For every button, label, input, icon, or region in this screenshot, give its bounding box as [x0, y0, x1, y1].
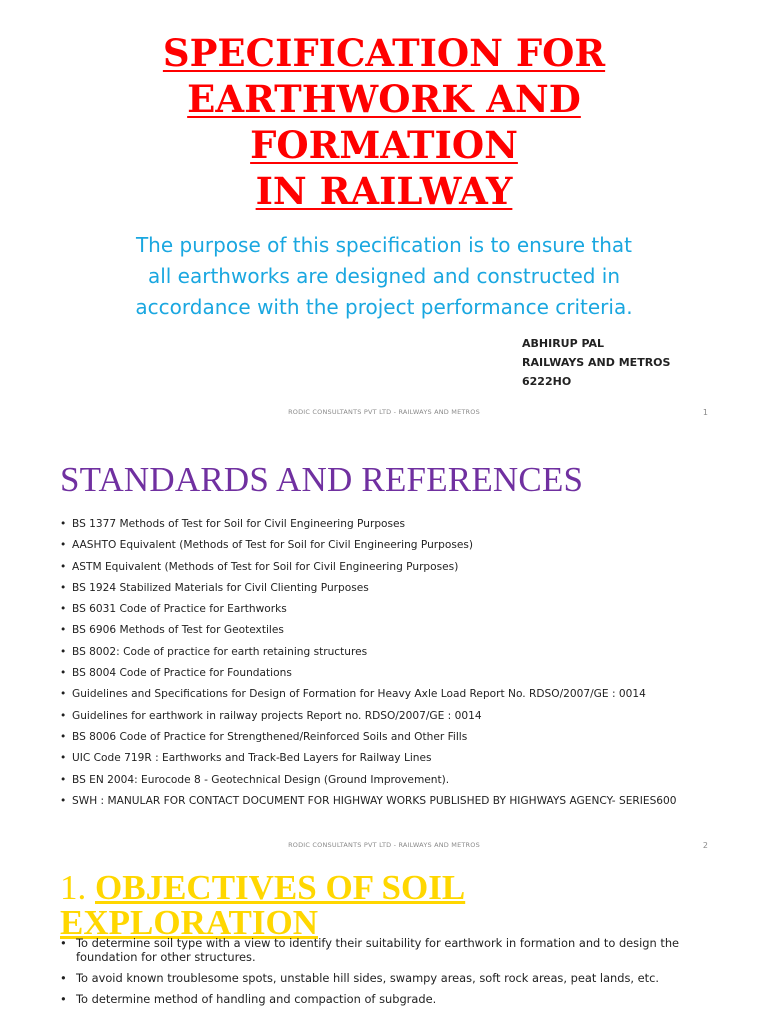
list-item: • To determine method of handling and compaction of subgrade.: [60, 992, 720, 1006]
slide-1: [0, 0, 768, 424]
author-department: RAILWAYS AND METROS: [522, 356, 671, 369]
section-title-line-1: OBJECTIVES OF SOIL: [95, 868, 466, 907]
list-item: • To determine soil type with a view to identify their suitability for earthwork in formation and to design the foundation for other structures.: [60, 936, 720, 964]
purpose-statement: [60, 230, 708, 323]
page-title: [0, 30, 768, 214]
page-number: 1: [702, 408, 708, 417]
list-item: • To avoid known troublesome spots, unstable hill sides, swampy areas, soft rock areas, peat lands, etc.: [60, 971, 720, 985]
list-item: • ASTM Equivalent (Methods of Test for Soil for Civil Engineering Purposes): [60, 557, 677, 578]
slide-2: [0, 424, 768, 848]
list-item: • BS 1377 Methods of Test for Soil for Civil Engineering Purposes: [60, 514, 677, 535]
list-item: • Guidelines and Specifications for Design of Formation for Heavy Axle Load Report No. RDSO/2007/GE : 0014: [60, 684, 677, 705]
page-number: 2: [702, 841, 708, 850]
list-item: • UIC Code 719R : Earthworks and Track-Bed Layers for Railway Lines: [60, 748, 677, 769]
list-item: • BS 1924 Stabilized Materials for Civil Clienting Purposes: [60, 578, 677, 599]
purpose-line-2: all earthworks are designed and constructed in: [147, 264, 621, 288]
author-name: ABHIRUP PAL: [522, 337, 605, 350]
list-item: • Guidelines for earthwork in railway projects Report no. RDSO/2007/GE : 0014: [60, 706, 677, 727]
purpose-line-1: The purpose of this specification is to ensure that: [135, 233, 633, 257]
title-line-2: EARTHWORK AND: [187, 77, 581, 121]
list-item: • BS EN 2004: Eurocode 8 - Geotechnical Design (Ground Improvement).: [60, 770, 677, 791]
slide-footer: RODIC CONSULTANTS PVT LTD - RAILWAYS AND METROS: [288, 408, 480, 416]
section-title: STANDARDS AND REFERENCES: [60, 460, 584, 499]
list-item: • BS 8002: Code of practice for earth retaining structures: [60, 642, 677, 663]
title-line-1: SPECIFICATION FOR: [162, 31, 606, 75]
list-item: • BS 8006 Code of Practice for Strengthened/Reinforced Soils and Other Fills: [60, 727, 677, 748]
section-number: 1.: [60, 868, 87, 907]
list-item: • BS 8004 Code of Practice for Foundations: [60, 663, 677, 684]
standards-list: [60, 514, 677, 812]
objectives-list: [60, 936, 720, 1013]
section-title-line-2: EXPLORATION: [60, 903, 318, 942]
list-item: • SWH : MANULAR FOR CONTACT DOCUMENT FOR HIGHWAY WORKS PUBLISHED BY HIGHWAYS AGENCY- SERIES600: [60, 791, 677, 812]
section-title: [60, 870, 465, 940]
list-item: • BS 6906 Methods of Test for Geotextiles: [60, 620, 677, 641]
title-line-3: FORMATION: [250, 123, 518, 167]
slide-footer: RODIC CONSULTANTS PVT LTD - RAILWAYS AND METROS: [288, 841, 480, 849]
purpose-line-3: accordance with the project performance criteria.: [135, 295, 633, 319]
slide-3: [0, 848, 768, 1024]
author-block: [522, 334, 670, 391]
author-code: 6222HO: [522, 375, 572, 388]
list-item: • AASHTO Equivalent (Methods of Test for Soil for Civil Engineering Purposes): [60, 535, 677, 556]
title-line-4: IN RAILWAY: [255, 169, 513, 213]
list-item: • BS 6031 Code of Practice for Earthworks: [60, 599, 677, 620]
